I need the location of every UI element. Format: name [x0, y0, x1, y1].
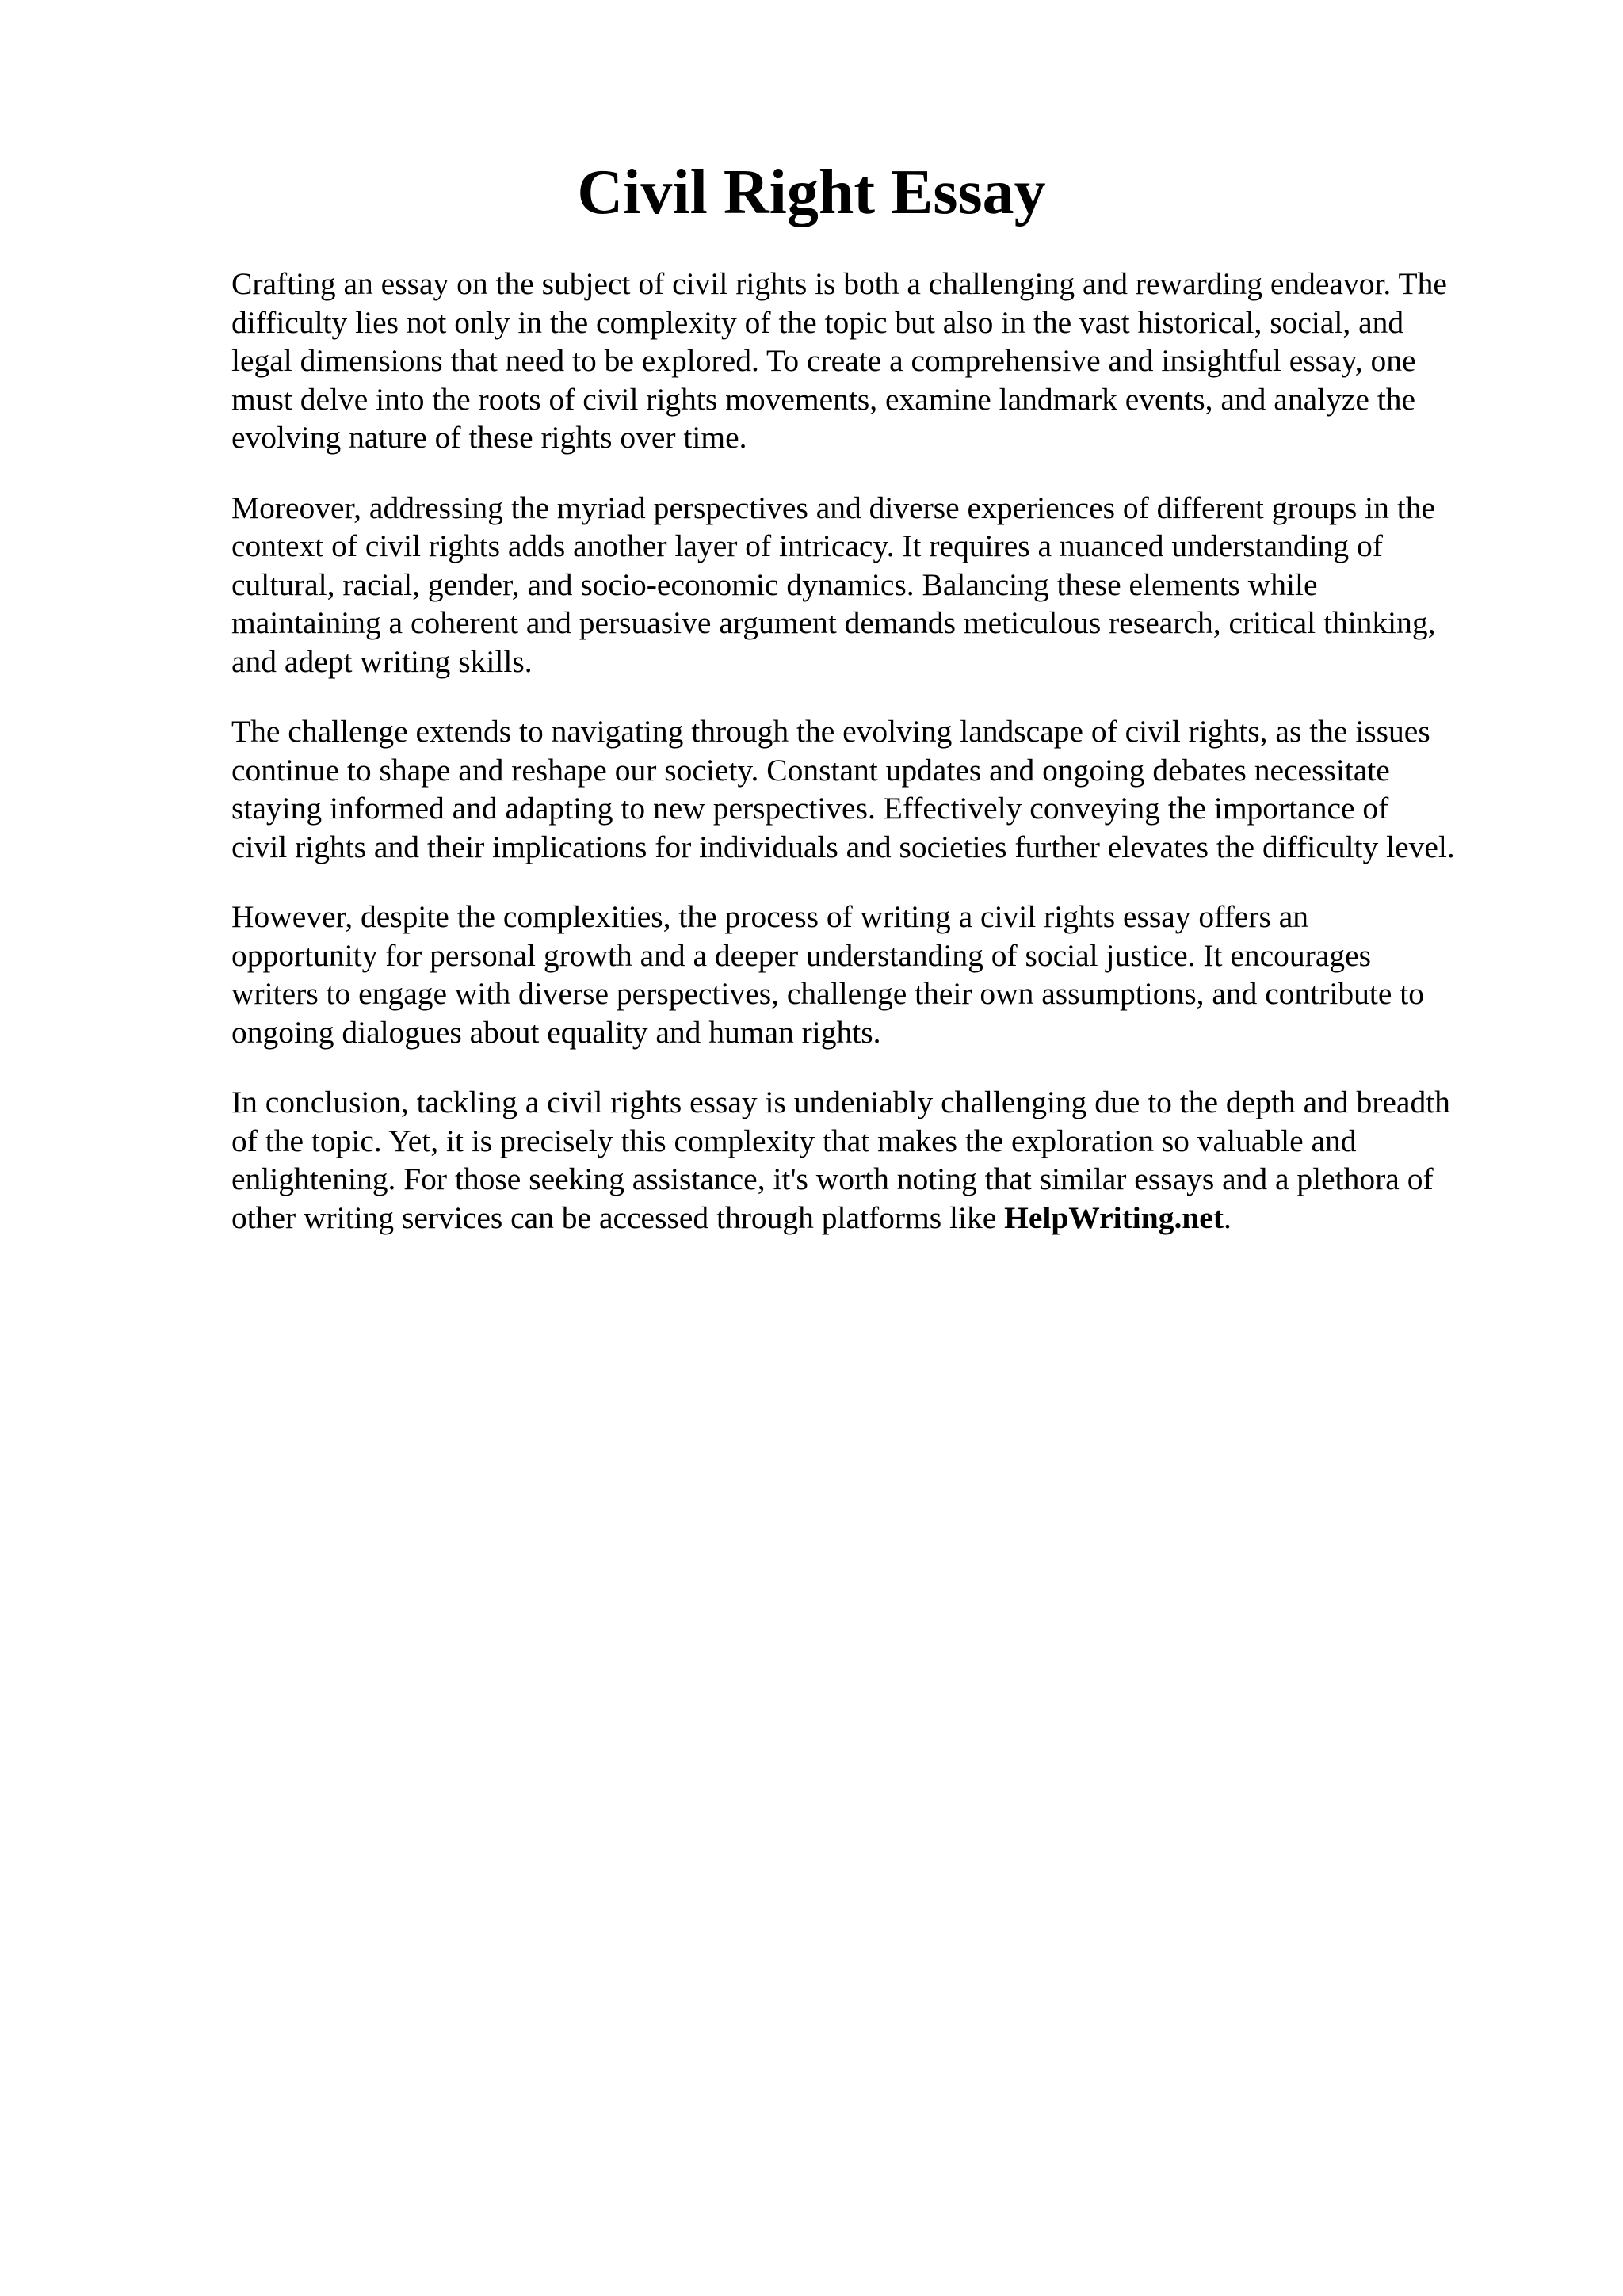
document-body	[231, 265, 1531, 1268]
paragraph-line: writers to engage with diverse perspectives, challenge their own assumptions, and contribute to	[231, 976, 1424, 1011]
paragraph-line: legal dimensions that need to be explored. To create a comprehensive and insightful essay, one	[231, 343, 1416, 378]
paragraph-2	[231, 489, 1531, 681]
paragraph-4	[231, 898, 1531, 1051]
paragraph-line: The challenge extends to navigating through the evolving landscape of civil rights, as the issues	[231, 714, 1430, 749]
paragraph-line: evolving nature of these rights over time.	[231, 420, 747, 455]
paragraph-line: of the topic. Yet, it is precisely this complexity that makes the exploration so valuable and	[231, 1123, 1357, 1158]
paragraph-line: difficulty lies not only in the complexity of the topic but also in the vast historical, social, and	[231, 304, 1404, 340]
paragraph-line-text: other writing services can be accessed through platforms like	[231, 1199, 1005, 1235]
paragraph-line: opportunity for personal growth and a deeper understanding of social justice. It encourages	[231, 937, 1372, 973]
paragraph-line: In conclusion, tackling a civil rights essay is undeniably challenging due to the depth and breadth	[231, 1085, 1450, 1119]
paragraph-line: must delve into the roots of civil rights movements, examine landmark events, and analyze the	[231, 381, 1416, 417]
paragraph-line: and adept writing skills.	[231, 643, 533, 679]
paragraph-line: civil rights and their implications for individuals and societies further elevates the difficulty level.	[231, 829, 1455, 864]
paragraph-line: staying informed and adapting to new perspectives. Effectively conveying the importance of	[231, 791, 1389, 826]
paragraph-5	[231, 1083, 1531, 1237]
paragraph-line-end: .	[1223, 1199, 1232, 1235]
paragraph-line: ongoing dialogues about equality and human rights.	[231, 1014, 881, 1050]
paragraph-3	[231, 712, 1531, 866]
paragraph-line: Crafting an essay on the subject of civil rights is both a challenging and rewarding endeavor. The	[231, 266, 1447, 301]
paragraph-line: context of civil rights adds another layer of intricacy. It requires a nuanced understanding of	[231, 528, 1383, 563]
paragraph-line: However, despite the complexities, the process of writing a civil rights essay offers an	[231, 899, 1308, 934]
paragraph-1	[231, 265, 1531, 457]
paragraph-last-line	[231, 1199, 1531, 1238]
helpwriting-link[interactable]: HelpWriting.net	[1004, 1199, 1224, 1235]
document-title: Civil Right Essay	[577, 158, 1046, 227]
paragraph-line: Moreover, addressing the myriad perspectives and diverse experiences of different groups in the	[231, 490, 1436, 525]
paragraph-line: cultural, racial, gender, and socio-economic dynamics. Balancing these elements while	[231, 566, 1318, 602]
paragraph-line: enlightening. For those seeking assistance, it's worth noting that similar essays and a plethora of	[231, 1161, 1434, 1196]
paragraph-line: maintaining a coherent and persuasive argument demands meticulous research, critical thinking,	[231, 605, 1436, 640]
paragraph-line: continue to shape and reshape our society. Constant updates and ongoing debates necessitate	[231, 752, 1390, 788]
